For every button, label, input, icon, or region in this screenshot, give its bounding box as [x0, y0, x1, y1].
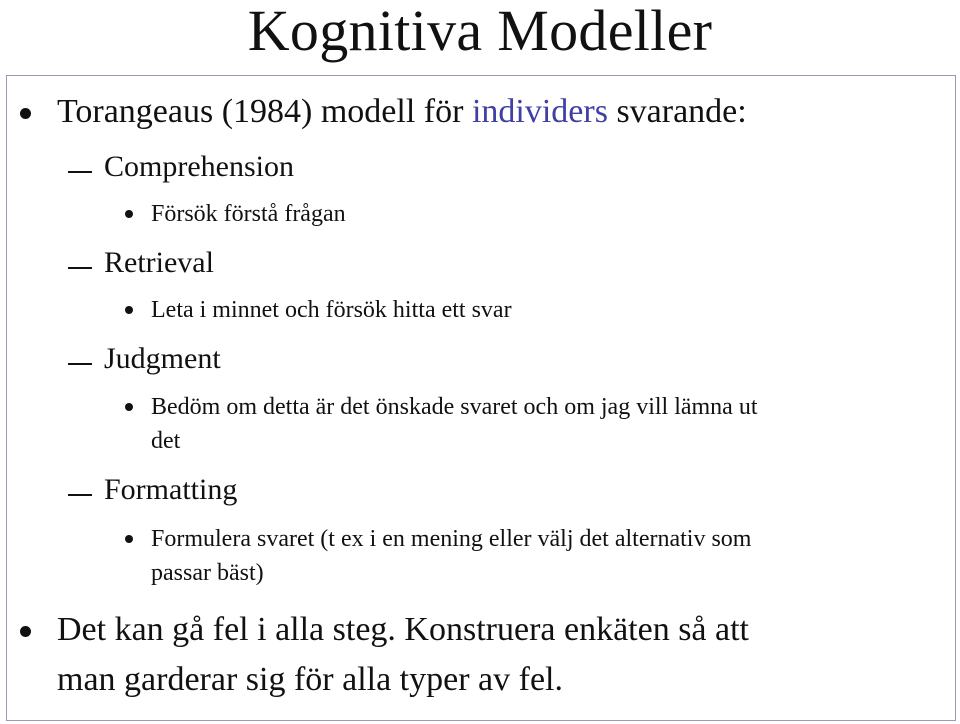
stage-comprehension: Comprehension [104, 150, 294, 183]
stage-detail-cont: det [151, 428, 181, 454]
intro-line [57, 92, 747, 132]
stage-judgment: Judgment [104, 342, 221, 375]
bullet-icon [125, 535, 133, 543]
stage-detail: Leta i minnet och försök hitta ett svar [151, 297, 512, 323]
dash-icon [68, 494, 92, 496]
stage-detail: Formulera svaret (t ex i en mening eller välj det alternativ som [151, 526, 752, 552]
bullet-icon [125, 306, 133, 314]
dash-icon [68, 267, 92, 269]
intro-text-end: svarande: [607, 93, 747, 130]
stage-retrieval: Retrieval [104, 246, 214, 279]
bullet-icon [20, 626, 31, 637]
dash-icon [68, 171, 92, 173]
conclusion-line-1: Det kan gå fel i alla steg. Konstruera enkäten så att [57, 611, 750, 648]
stage-detail-cont: passar bäst) [151, 560, 264, 586]
stage-detail: Försök förstå frågan [151, 201, 346, 227]
slide-title: Kognitiva Modeller [247, 0, 713, 63]
intro-text: Torangeaus (1984) modell för [57, 93, 472, 130]
bullet-icon [20, 108, 31, 119]
stage-formatting: Formatting [104, 473, 238, 506]
dash-icon [68, 363, 92, 365]
stage-detail: Bedöm om detta är det önskade svaret och om jag vill lämna ut [151, 394, 758, 420]
intro-highlight: individers [471, 93, 608, 130]
bullet-icon [125, 403, 133, 411]
bullet-icon [125, 210, 133, 218]
conclusion-line-2: man garderar sig för alla typer av fel. [57, 661, 563, 698]
